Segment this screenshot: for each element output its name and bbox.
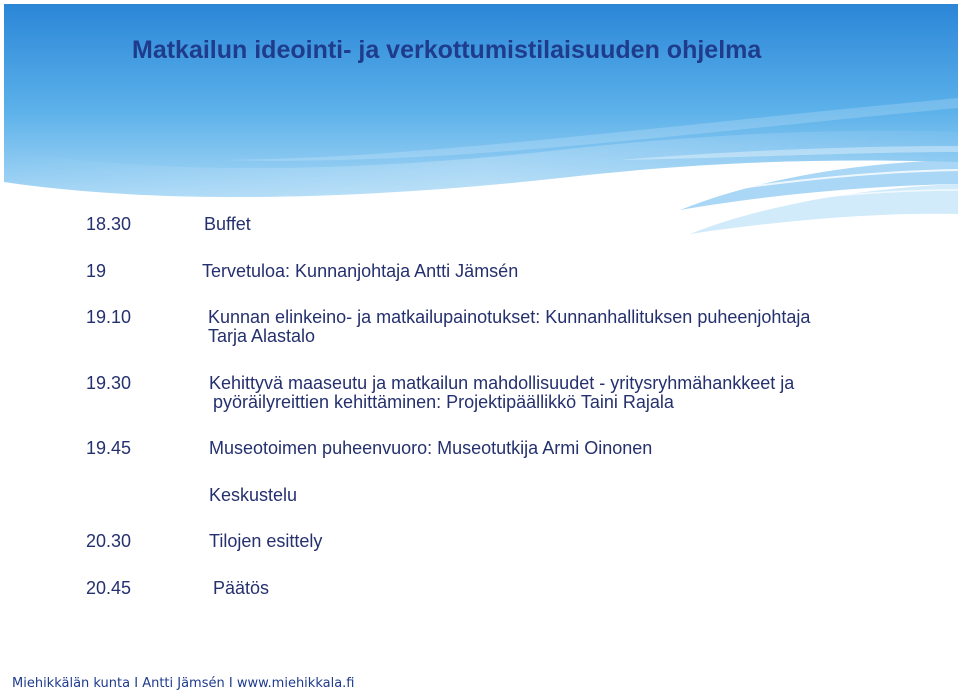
schedule-time: 20.30: [86, 531, 132, 551]
schedule-time: 18.30: [86, 214, 132, 234]
schedule-description: Kehittyvä maaseutu ja matkailun mahdollisuudet - yritysryhmähankkeet ja: [209, 373, 795, 393]
schedule-time: 20.45: [86, 578, 132, 598]
schedule-description-continued: Tarja Alastalo: [208, 326, 316, 346]
schedule-description: Päätös: [213, 578, 270, 598]
page-title: Matkailun ideointi- ja verkottumistilaisuuden ohjelma: [132, 36, 762, 64]
schedule-time: 19.10: [86, 307, 132, 327]
schedule-description: Museotoimen puheenvuoro: Museotutkija Armi Oinonen: [209, 438, 653, 458]
schedule-description-continued: pyöräilyreittien kehittäminen: Projektipäällikkö Taini Rajala: [213, 392, 674, 412]
schedule-description: Kunnan elinkeino- ja matkailupainotukset: Kunnanhallituksen puheenjohtaja: [208, 307, 811, 327]
schedule-description: Keskustelu: [209, 485, 298, 505]
schedule-description: Buffet: [204, 214, 251, 234]
schedule-time: 19: [86, 261, 107, 281]
schedule-description: Tilojen esittely: [209, 531, 323, 551]
schedule-description: Tervetuloa: Kunnanjohtaja Antti Jämsén: [202, 261, 519, 281]
footer-text: Miehikkälän kunta I Antti Jämsén I www.miehikkala.fi: [12, 676, 355, 691]
schedule-time: 19.45: [86, 438, 132, 458]
schedule-time: 19.30: [86, 373, 132, 393]
